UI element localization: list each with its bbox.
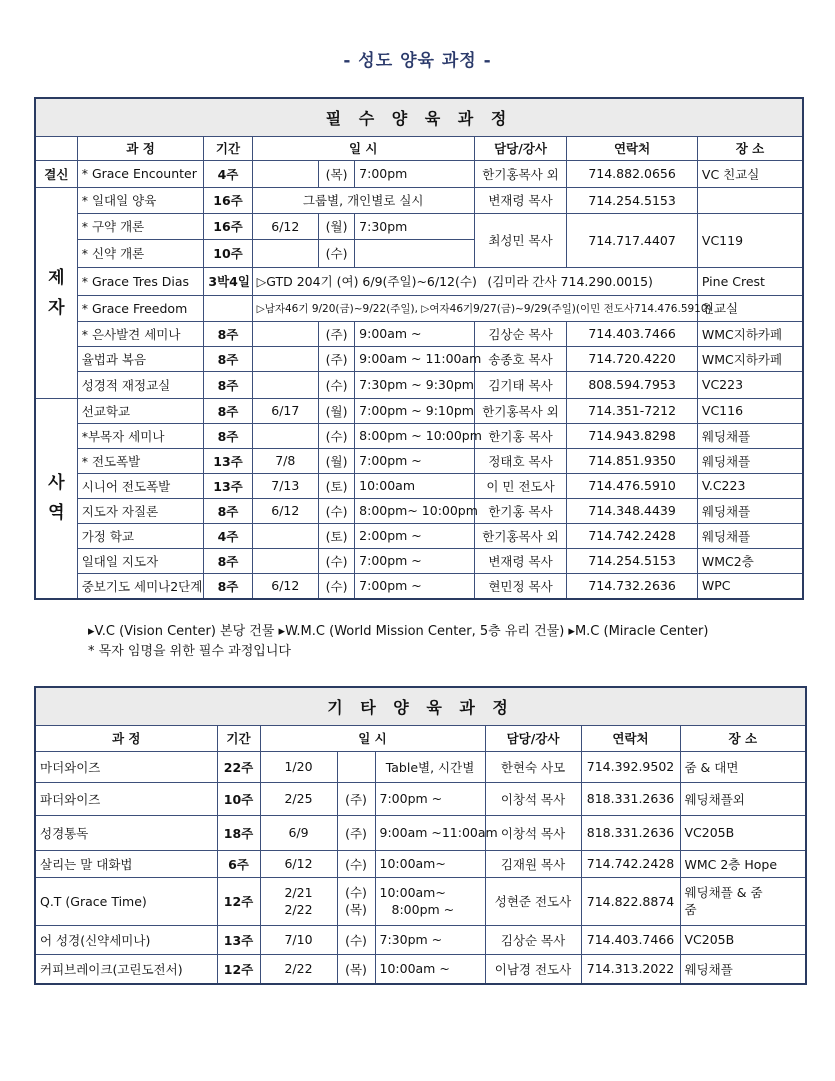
phone: 714.254.5153 [567,548,698,573]
period: 3박4일 [204,267,252,295]
time: 7:30pm ~ 9:30pm [355,371,475,398]
day: (월) [318,398,354,423]
table-row [35,850,806,877]
leader: 한기홍목사 외 [474,160,566,187]
required-heading: 필 수 양 육 과 정 [35,98,803,136]
phone: 714.717.4407 [567,213,698,267]
time: 7:00pm ~ 9:10pm [355,398,475,423]
period: 12주 [217,877,260,925]
time: 8:00pm ~ 10:00pm [355,423,475,448]
header-period: 기간 [217,725,260,751]
place: VC116 [697,398,803,423]
place: V.C223 [697,473,803,498]
phone: 714.720.4220 [567,346,698,371]
day: (주) [337,782,375,815]
phone: 714.851.9350 [567,448,698,473]
time: 7:00pm ~ [355,548,475,573]
period: 8주 [204,346,252,371]
phone: 714.822.8874 [581,877,680,925]
leader: 김재원 목사 [485,850,581,877]
date: 7/13 [252,473,318,498]
schedule-merged: 그룹별, 개인별로 실시 [252,187,474,213]
gtd-contact: (김미라 간사 714.290.0015) [487,274,653,289]
notes [88,622,708,662]
course: * 은사발견 세미나 [77,321,204,346]
date [252,523,318,548]
period: 6주 [217,850,260,877]
date: 6/9 [260,815,337,850]
day: (수) [318,573,354,599]
leader: 이남경 전도사 [485,954,581,984]
course: 시니어 전도폭발 [77,473,204,498]
place: VC119 [697,213,803,267]
day: (수) [318,548,354,573]
date: 6/12 [252,213,318,239]
day: (수) [337,925,375,954]
date [252,346,318,371]
day: (목) [337,954,375,984]
table-row [35,815,806,850]
table-row [35,448,803,473]
date: 6/12 [260,850,337,877]
place-1: 웨딩채플 & 줌 [684,885,763,900]
course: * 일대일 양육 [77,187,204,213]
time: 10:00am~ [375,850,485,877]
header-schedule: 일 시 [252,136,474,160]
phone: 714.943.8298 [567,423,698,448]
date [252,423,318,448]
phone: 714.742.2428 [567,523,698,548]
place: VC205B [680,815,806,850]
time [375,877,485,925]
date [252,371,318,398]
date [252,321,318,346]
date: 2/25 [260,782,337,815]
course: 율법과 복음 [77,346,204,371]
course: 커피브레이크(고린도전서) [35,954,217,984]
period: 8주 [204,498,252,523]
course: 선교학교 [77,398,204,423]
period: 10주 [204,239,252,267]
place: 웨딩채플 [697,523,803,548]
leader: 이창석 목사 [485,782,581,815]
course: 마더와이즈 [35,751,217,782]
time: 10:00am [355,473,475,498]
course: * 전도폭발 [77,448,204,473]
day: (월) [318,448,354,473]
table-row [35,954,806,984]
place [680,877,806,925]
table-row [35,295,803,321]
leader: 송종호 목사 [474,346,566,371]
course: * Grace Encounter [77,160,204,187]
phone: 714.351-7212 [567,398,698,423]
course: * Grace Freedom [77,295,204,321]
phone: 714.403.7466 [581,925,680,954]
place: VC 친교실 [697,160,803,187]
location-legend: ▸V.C (Vision Center) 본당 건물 ▸W.M.C (World Mission Center, 5층 유리 건물) ▸M.C (Miracle Center) [88,624,709,639]
period: 4주 [204,523,252,548]
course: 중보기도 세미나2단계 [77,573,204,599]
phone: 818.331.2636 [581,782,680,815]
header-place: 장 소 [697,136,803,160]
header-period: 기간 [204,136,252,160]
header-row [35,136,803,160]
time: 7:30pm [355,213,475,239]
time: 7:00pm [355,160,475,187]
period: 8주 [204,573,252,599]
day: (수) [318,423,354,448]
table-row [35,187,803,213]
place: VC223 [697,371,803,398]
place: WMC지하카페 [697,346,803,371]
day: (수) [337,850,375,877]
date-2: 2/22 [284,902,313,917]
time: 9:00am ~ 11:00am [355,346,475,371]
header-row [35,725,806,751]
period: 8주 [204,398,252,423]
course: 성경통독 [35,815,217,850]
time-1: 10:00am~ [379,885,446,900]
day-2: (목) [345,902,367,917]
phone: 714.313.2022 [581,954,680,984]
day: (주) [337,815,375,850]
leader: 김상순 목사 [485,925,581,954]
date: 7/10 [260,925,337,954]
period: 18주 [217,815,260,850]
day: (월) [318,213,354,239]
phone: 714.254.5153 [567,187,698,213]
course: 성경적 재정교실 [77,371,204,398]
place: VC205B [680,925,806,954]
period: 13주 [217,925,260,954]
course: 살리는 말 대화법 [35,850,217,877]
phone: 808.594.7953 [567,371,698,398]
course: 파더와이즈 [35,782,217,815]
table-row [35,267,803,295]
header-phone: 연락처 [567,136,698,160]
table-row [35,751,806,782]
table-row [35,473,803,498]
day: (수) [318,239,354,267]
phone: 714.732.2636 [567,573,698,599]
course: *부목자 세미나 [77,423,204,448]
day-1: (수) [345,885,367,900]
other-heading: 기 타 양 육 과 정 [35,687,806,725]
day: (수) [318,371,354,398]
gtd-dates: ▷GTD 204기 (여) 6/9(주일)~6/12(수) [256,274,477,289]
day [337,877,375,925]
phone: 714.742.2428 [581,850,680,877]
period [204,295,252,321]
day: (목) [318,160,354,187]
place: WMC지하카페 [697,321,803,346]
period: 16주 [204,213,252,239]
date: 2/22 [260,954,337,984]
date: 6/12 [252,573,318,599]
header-course: 과 정 [77,136,204,160]
course: * 신약 개론 [77,239,204,267]
leader: 이 민 전도사 [474,473,566,498]
header-phone: 연락처 [581,725,680,751]
phone: 714.882.0656 [567,160,698,187]
date: 6/12 [252,498,318,523]
period: 22주 [217,751,260,782]
time: 9:00am ~ [355,321,475,346]
table-row [35,321,803,346]
place: WMC2층 [697,548,803,573]
course: * 구약 개론 [77,213,204,239]
table-row [35,925,806,954]
place: 웨딩채플 [680,954,806,984]
leader: 한기홍목사 외 [474,523,566,548]
header-schedule: 일 시 [260,725,485,751]
table-row [35,371,803,398]
place: Pine Crest [697,267,803,295]
time: 8:00pm~ 10:00pm [355,498,475,523]
leader: 한기홍 목사 [474,498,566,523]
time: 2:00pm ~ [355,523,475,548]
page-title: - 성도 양육 과정 - [343,51,492,71]
period: 8주 [204,548,252,573]
table-row [35,213,803,239]
date: 1/20 [260,751,337,782]
other-courses-table [34,686,807,985]
day: (주) [318,346,354,371]
date [252,160,318,187]
date: 7/8 [252,448,318,473]
header-cell [35,136,77,160]
date: 6/17 [252,398,318,423]
place: WPC [697,573,803,599]
phone: 714.403.7466 [567,321,698,346]
leader: 성현준 전도사 [485,877,581,925]
phone: 714.392.9502 [581,751,680,782]
place: 웨딩채플외 [680,782,806,815]
place: 친교실 [697,295,803,321]
period: 12주 [217,954,260,984]
time: 7:00pm ~ [375,782,485,815]
place: 줌 & 대면 [680,751,806,782]
table-row [35,573,803,599]
period: 8주 [204,423,252,448]
leader: 한기홍목사 외 [474,398,566,423]
leader: 최성민 목사 [474,213,566,267]
phone: 714.348.4439 [567,498,698,523]
day: (수) [318,498,354,523]
date [252,239,318,267]
course: 가정 학교 [77,523,204,548]
leader: 김상순 목사 [474,321,566,346]
leader: 변재령 목사 [474,187,566,213]
leader: 한기홍 목사 [474,423,566,448]
table-row [35,523,803,548]
table-row [35,782,806,815]
leader: 현민정 목사 [474,573,566,599]
place [697,187,803,213]
course: 어 성경(신약세미나) [35,925,217,954]
date [260,877,337,925]
time: 10:00am ~ [375,954,485,984]
course: * Grace Tres Dias [77,267,204,295]
phone: 818.331.2636 [581,815,680,850]
day [337,751,375,782]
group-gyeolsin: 결신 [35,160,77,187]
required-courses-table [34,97,804,600]
header-place: 장 소 [680,725,806,751]
table-row [35,498,803,523]
period: 10주 [217,782,260,815]
header-course: 과 정 [35,725,217,751]
course: 지도자 자질론 [77,498,204,523]
day: (토) [318,473,354,498]
time: 7:00pm ~ [355,573,475,599]
leader: 한현숙 사모 [485,751,581,782]
leader: 정태호 목사 [474,448,566,473]
period: 8주 [204,371,252,398]
period: 4주 [204,160,252,187]
period: 13주 [204,473,252,498]
group-jeja: 제 자 [35,187,77,398]
period: 16주 [204,187,252,213]
table-row [35,160,803,187]
phone: 714.476.5910 [567,473,698,498]
time: 7:30pm ~ [375,925,485,954]
freedom-schedule: ▷남자46기 9/20(금)~9/22(주일), ▷여자46기9/27(금)~9/29(주일)(이민 전도사714.476.5910) [252,295,697,321]
table-row [35,877,806,925]
leader: 김기태 목사 [474,371,566,398]
day: (토) [318,523,354,548]
place-2: 줌 [684,902,697,917]
place: 웨딩채플 [697,498,803,523]
time [355,239,475,267]
day: (주) [318,321,354,346]
time: 9:00am ~11:00am [375,815,485,850]
table-row [35,423,803,448]
place: 웨딩채플 [697,423,803,448]
period: 8주 [204,321,252,346]
time-2: 8:00pm ~ [391,902,455,917]
table-row [35,548,803,573]
period: 13주 [204,448,252,473]
leader: 변재령 목사 [474,548,566,573]
date [252,548,318,573]
table-row [35,398,803,423]
course: 일대일 지도자 [77,548,204,573]
required-note: * 목자 임명을 위한 필수 과정입니다 [88,644,291,659]
place: WMC 2층 Hope [680,850,806,877]
course: Q.T (Grace Time) [35,877,217,925]
header-leader: 담당/강사 [485,725,581,751]
group-saryeok: 사 역 [35,398,77,599]
date-1: 2/21 [284,885,313,900]
table-row [35,346,803,371]
place: 웨딩채플 [697,448,803,473]
time: Table별, 시간별 [375,751,485,782]
gtd-schedule [252,267,697,295]
leader: 이창석 목사 [485,815,581,850]
header-leader: 담당/강사 [474,136,566,160]
time: 7:00pm ~ [355,448,475,473]
